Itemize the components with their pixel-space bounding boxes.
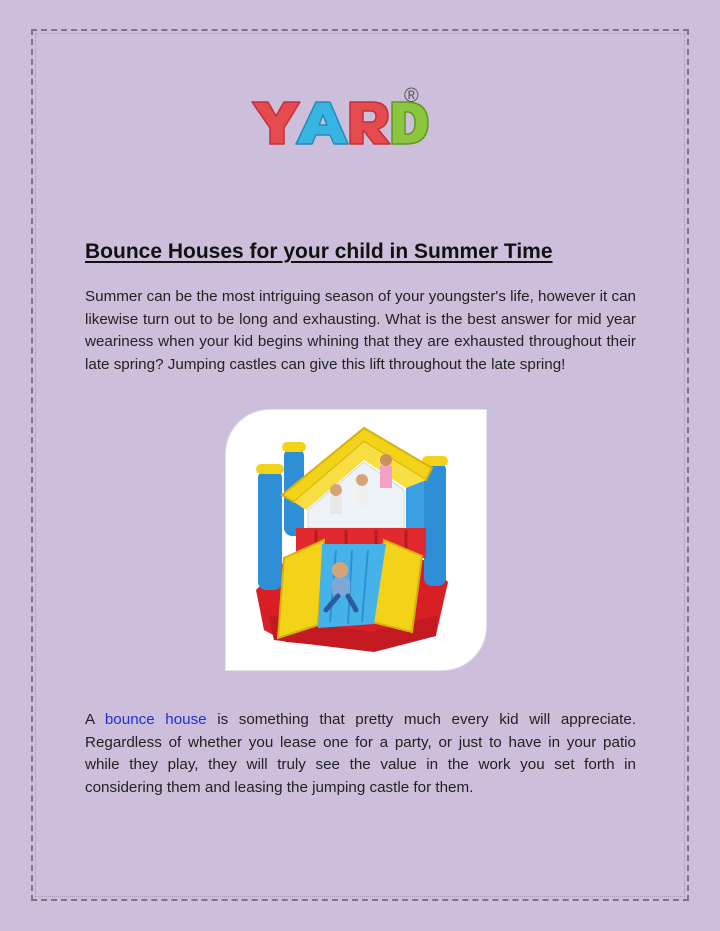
intro-paragraph: Summer can be the most intriguing season of your youngster's life, however it can likewise turn out to be long and exhausting. What is the best answer for mid year weariness when your kid begins whining that they are exhausted throughout their late spring? Jumping castles can give this lift throughout the late spring! bbox=[85, 288, 636, 373]
article-title: Bounce Houses for your child in Summer Time bbox=[85, 240, 553, 263]
bounce-house-link[interactable]: bounce house bbox=[104, 711, 207, 728]
yard-logo bbox=[246, 80, 436, 152]
bounce-house-image bbox=[226, 410, 486, 670]
paragraph2-prefix: A bbox=[85, 711, 105, 728]
bounce-house-paragraph bbox=[85, 709, 636, 799]
paragraph2-text: is something that pretty much every kid will appreciate. Regardless of whether you lease one for a party, or just to have in your patio while they play, they will truly see the value in the work you set forth in considering them and leasing the jumping castle for them. bbox=[85, 711, 636, 796]
registered-mark: ® bbox=[404, 85, 419, 107]
